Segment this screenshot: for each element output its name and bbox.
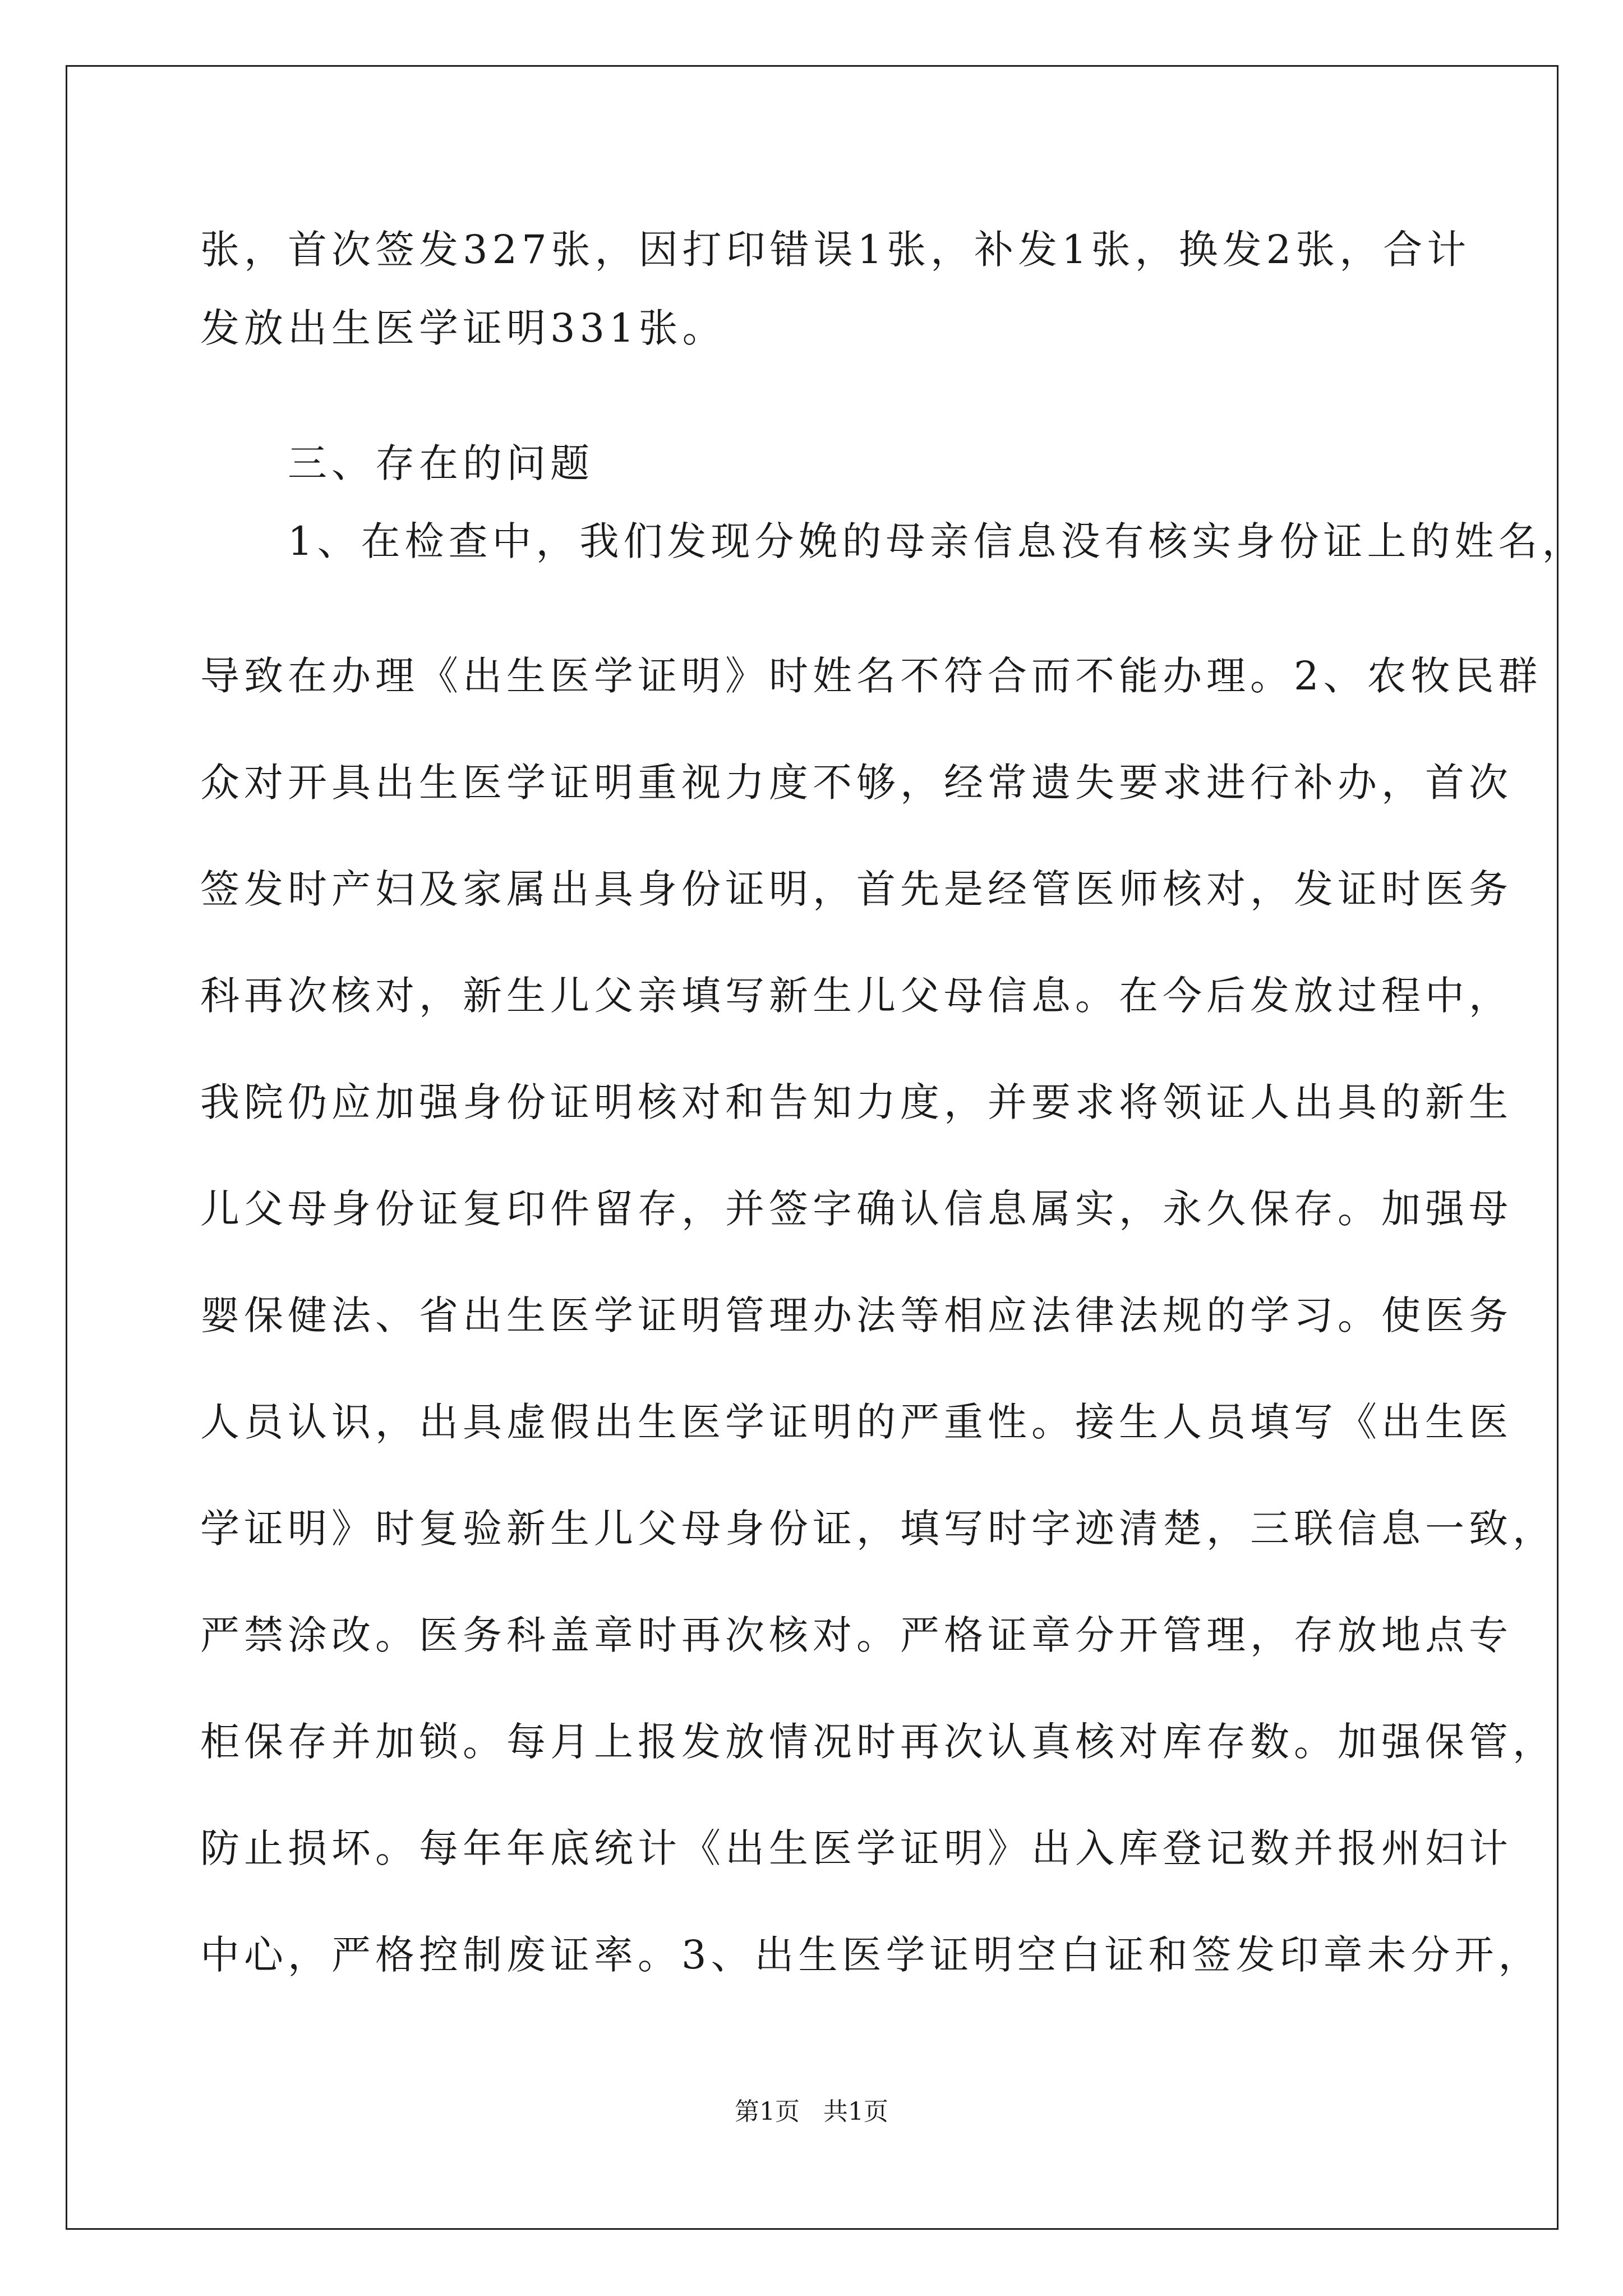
text-line: 儿父母身份证复印件留存，并签字确认信息属实，永久保存。加强母 <box>200 1186 1513 1232</box>
text-line: 我院仍应加强身份证明核对和告知力度，并要求将领证人出具的新生 <box>200 1079 1513 1125</box>
text-line: 科再次核对，新生儿父亲填写新生儿父母信息。在今后发放过程中， <box>200 973 1513 1019</box>
text-line: 人员认识，出具虚假出生医学证明的严重性。接生人员填写《出生医 <box>200 1399 1513 1445</box>
section-heading: 三、存在的问题 <box>200 440 594 486</box>
text-line: 导致在办理《出生医学证明》时姓名不符合而不能办理。2、农牧民群 <box>200 653 1542 699</box>
text-line: 柜保存并加锁。每月上报发放情况时再次认真核对库存数。加强保管， <box>200 1719 1556 1765</box>
text-line: 学证明》时复验新生儿父母身份证，填写时字迹清楚，三联信息一致， <box>200 1506 1556 1552</box>
page-number: 第1页 <box>735 2097 800 2126</box>
text-line: 中心，严格控制废证率。3、出生医学证明空白证和签发印章未分开， <box>200 1932 1542 1978</box>
text-line: 签发时产妇及家属出具身份证明，首先是经管医师核对，发证时医务 <box>200 866 1513 912</box>
text-line: 防止损坏。每年年底统计《出生医学证明》出入库登记数并报州妇计 <box>200 1825 1513 1871</box>
text-line: 严禁涂改。医务科盖章时再次核对。严格证章分开管理，存放地点专 <box>200 1612 1513 1658</box>
text-line: 众对开具出生医学证明重视力度不够，经常遗失要求进行补办，首次 <box>200 760 1513 806</box>
page-total: 共1页 <box>823 2097 888 2126</box>
text-line: 发放出生医学证明331张。 <box>200 305 726 351</box>
text-line: 婴保健法、省出生医学证明管理办法等相应法律法规的学习。使医务 <box>200 1292 1513 1338</box>
text-line: 1、在检查中，我们发现分娩的母亲信息没有核实身份证上的姓名， <box>200 518 1586 564</box>
text-line: 张，首次签发327张，因打印错误1张，补发1张，换发2张，合计 <box>200 227 1471 273</box>
page-border <box>66 65 1586 2230</box>
page-footer <box>0 2098 1623 2126</box>
